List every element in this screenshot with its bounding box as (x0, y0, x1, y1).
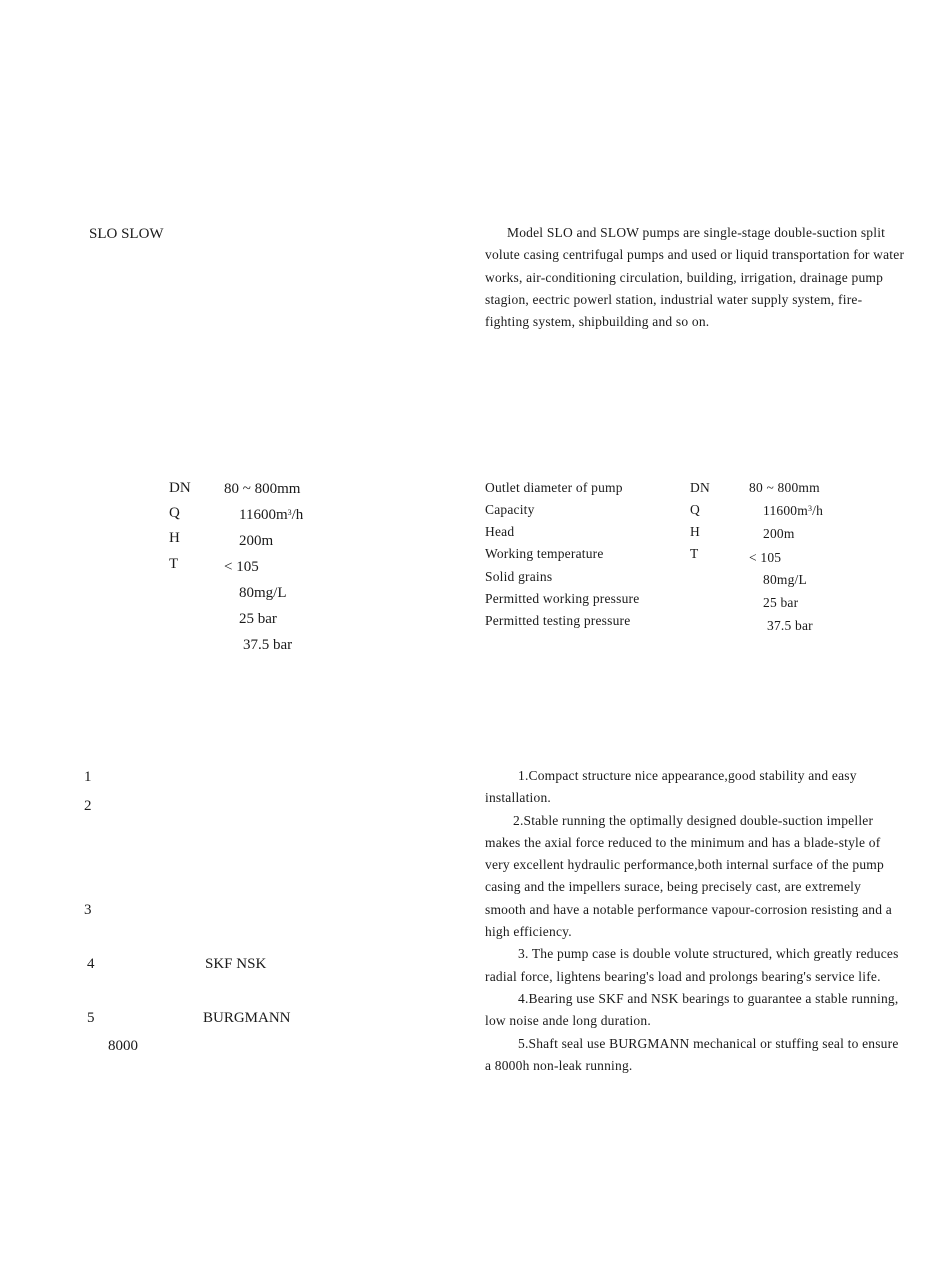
symbol-h: H (169, 530, 180, 546)
value-diameter: 80 ~ 800mm (224, 481, 301, 497)
feature-1: 1.Compact structure nice appearance,good stability and easy installation. (485, 768, 857, 806)
symbol-q: Q (169, 505, 180, 521)
model-title: SLO SLOW (89, 226, 164, 242)
right-symbol-t: T (690, 546, 699, 561)
value-working-pressure: 25 bar (239, 611, 277, 627)
right-value-solid-grains: 80mg/L (763, 572, 807, 587)
label-capacity: Capacity (485, 502, 535, 517)
value-head: 200m (239, 533, 274, 549)
right-symbol-q: Q (690, 502, 700, 517)
feature-5: 5.Shaft seal use BURGMANN mechanical or stuffing seal to ensure a 8000h non-leak running. (485, 1035, 899, 1073)
seal-hours: 8000 (108, 1038, 138, 1054)
right-value-capacity: $11600m^3/h$ (763, 503, 824, 518)
label-working-temperature: Working temperature (485, 546, 604, 561)
symbol-dn: DN (169, 480, 191, 496)
value-solid-grains: 80mg/L (239, 585, 287, 601)
value-temperature: < 105 (224, 559, 259, 575)
intro-paragraph: Model SLO and SLOW pumps are single-stage double-suction split volute casing centrifugal pumps and used or liquid transportation for water works, air-conditioning circulation, building, irrigation, drainage pump stagion, eectric powerl station, industrial water supply system, fire-fighting system, shipbuilding and so on. (485, 225, 905, 330)
feature-number-5: 5 (87, 1010, 95, 1026)
feature-4: 4.Bearing use SKF and NSK bearings to guarantee a stable running, low noise ande long duration. (485, 990, 899, 1029)
bearing-brands: SKF NSK (205, 956, 267, 972)
features-paragraphs (485, 765, 905, 1077)
value-capacity: $11600m^3/h$ (239, 507, 304, 523)
right-value-testing-pressure: 37.5 bar (767, 618, 813, 633)
symbol-t: T (169, 556, 179, 572)
right-value-temperature: < 105 (749, 550, 782, 565)
label-solid-grains: Solid grains (485, 569, 553, 584)
right-value-diameter: 80 ~ 800mm (749, 480, 820, 495)
feature-number-1: 1 (84, 769, 92, 785)
right-symbol-dn: DN (690, 480, 710, 495)
right-value-working-pressure: 25 bar (763, 595, 799, 610)
right-value-head: 200m (763, 526, 795, 541)
label-head: Head (485, 524, 515, 539)
right-symbol-h: H (690, 524, 700, 539)
label-testing-pressure: Permitted testing pressure (485, 613, 631, 628)
feature-number-2: 2 (84, 798, 92, 814)
label-working-pressure: Permitted working pressure (485, 591, 640, 606)
value-testing-pressure: 37.5 bar (243, 637, 293, 653)
feature-number-3: 3 (84, 902, 92, 918)
label-outlet-diameter: Outlet diameter of pump (485, 480, 623, 495)
seal-brand: BURGMANN (203, 1010, 291, 1026)
feature-2: 2.Stable running the optimally designed double-suction impeller makes the axial force reduced to the minimum and has a blade-style of very excellent hydraulic performance,both internal surface of the pump casing and the impellers surace, being precisely cast, are extremely smooth and have a notable performance vapour-corrosion resisting and a high efficiency. (485, 812, 892, 940)
feature-number-4: 4 (87, 956, 95, 972)
feature-3: 3. The pump case is double volute structured, which greatly reduces radial force, lightens bearing's load and prolongs bearing's service life. (485, 946, 899, 984)
